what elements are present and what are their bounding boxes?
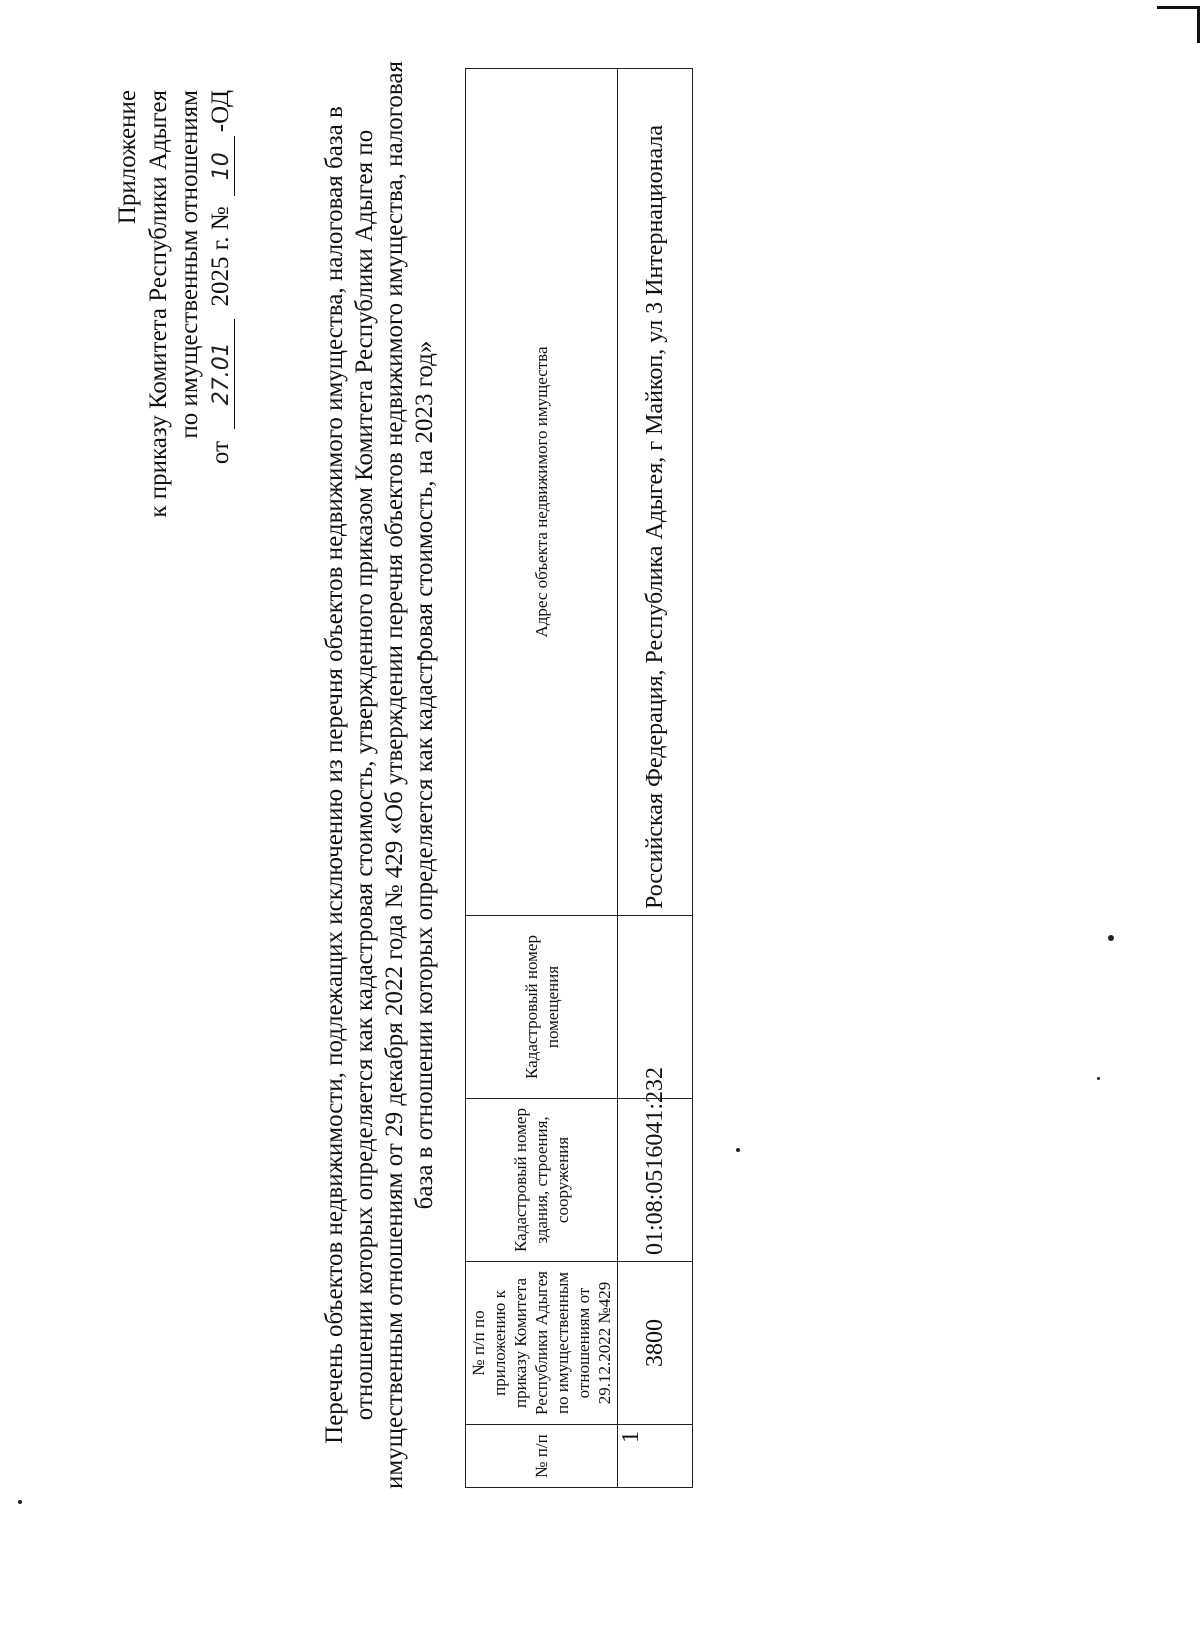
from-label: от [207,440,234,465]
committee-ref: по имущественным отношениям [176,90,203,439]
cell-appendix-number: 3800 [618,1262,693,1425]
scan-speck [1108,935,1114,941]
header-room-cadastral: Кадастровый номер помещения [466,916,618,1099]
approval-block [112,90,236,560]
header-building-cadastral: Кадастровый номер здания, строения, сооружения [466,1099,618,1262]
handwritten-date: 27.01 [210,319,235,429]
scan-speck [1097,1077,1100,1080]
year-label: 2025 г. № [207,206,234,307]
table-row [618,69,693,1488]
appendix-label: Приложение [114,90,141,225]
header-index: № п/п [466,1425,618,1488]
corner-mark [1157,6,1200,43]
property-table [465,68,693,1488]
header-address: Адрес объекта недвижимого имущества [466,69,618,916]
order-suffix: -ОД [207,90,234,133]
cell-index: 1 [618,1425,693,1488]
header-appendix-number: № п/п по приложению к приказу Комитета Республики Адыгея по имущественным отношениям от 29.12.2022 №429 [466,1262,618,1425]
table-header-row [466,69,618,1488]
order-ref: к приказу Комитета Республики Адыгея [145,90,172,518]
cell-building-cadastral: 01:08:0516041:232 [618,1099,693,1262]
document-title: Перечень объектов недвижимости, подлежащих исключению из перечня объектов недвижимого имущества, налоговая база в отношении которых определяется как кадастровая стоимость, утвержденного приказом Комитета Республики Адыгея по имущественным отношениям от 29 декабря 2022 года № 429 «Об утверждении перечня объектов недвижимого имущества, налоговая база в отношении которых определяется как кадастровая стоимость, на 2023 год» [321,61,438,1489]
cell-address: Российская Федерация, Республика Адыгея, г Майкоп, ул 3 Интернационала [618,69,693,916]
handwritten-number: 10 [210,136,235,196]
order-date-line [205,90,236,560]
scan-speck [18,1500,22,1504]
rotated-content [50,0,1090,1560]
